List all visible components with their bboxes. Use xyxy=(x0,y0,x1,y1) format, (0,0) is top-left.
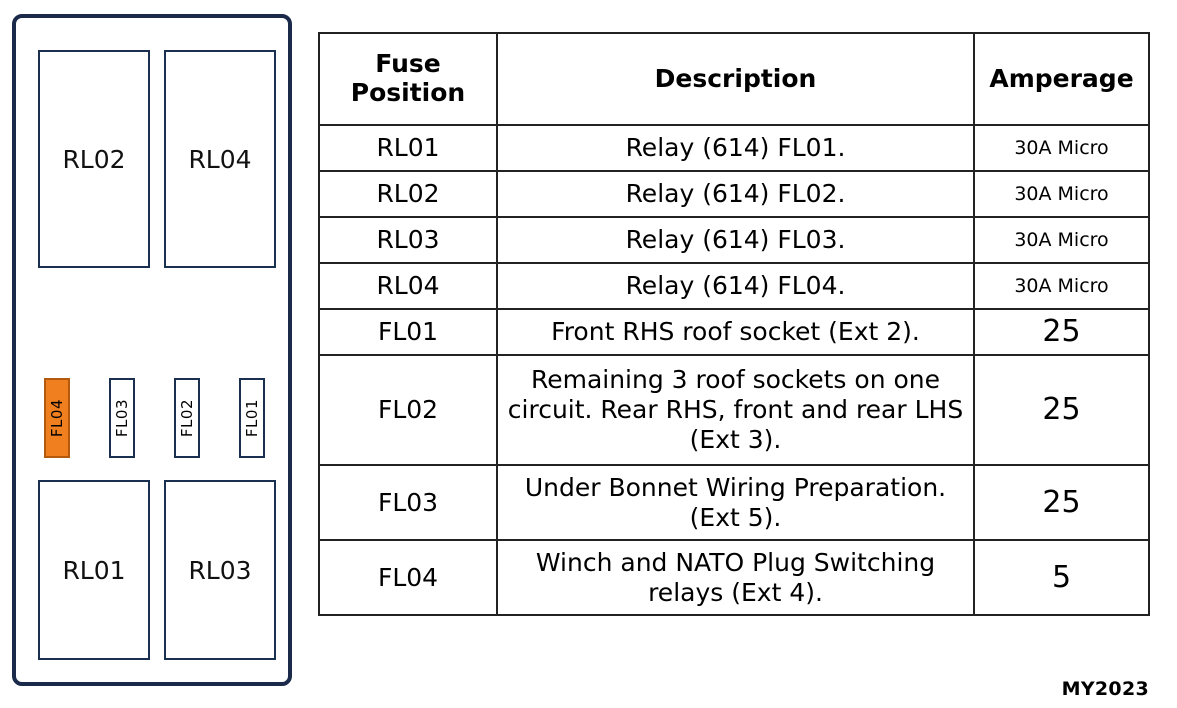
cell-amperage: 30A Micro xyxy=(974,171,1149,217)
cell-description: Relay (614) FL03. xyxy=(497,217,974,263)
cell-amperage: 5 xyxy=(974,540,1149,615)
table-row xyxy=(319,355,1149,465)
fuse-label-fl03: FL03 xyxy=(112,398,131,438)
fuse-legend-table xyxy=(318,32,1150,616)
column-header-amperage: Amperage xyxy=(974,33,1149,125)
column-header-fuse-position-line2: Position xyxy=(350,78,466,107)
column-header-description: Description xyxy=(497,33,974,125)
fuse-slot-fl04 xyxy=(44,378,70,458)
column-header-fuse-position xyxy=(319,33,497,125)
cell-description: Remaining 3 roof sockets on one circuit. Rear RHS, front and rear LHS (Ext 3). xyxy=(497,355,974,465)
fuse-label-fl02: FL02 xyxy=(177,398,196,438)
table-header-row xyxy=(319,33,1149,125)
fuse-box-diagram xyxy=(12,14,292,686)
model-year-code: MY2023 xyxy=(1061,678,1149,700)
table-row xyxy=(319,465,1149,540)
cell-description: Winch and NATO Plug Switching relays (Ext 4). xyxy=(497,540,974,615)
relay-slot-rl01 xyxy=(38,480,150,660)
relay-slot-rl02 xyxy=(38,50,150,268)
relay-slot-rl04 xyxy=(164,50,276,268)
cell-description: Relay (614) FL04. xyxy=(497,263,974,309)
cell-position: FL02 xyxy=(319,355,497,465)
fuse-label-fl01: FL01 xyxy=(242,398,261,438)
cell-amperage: 30A Micro xyxy=(974,125,1149,171)
table-row xyxy=(319,540,1149,615)
table-row xyxy=(319,171,1149,217)
column-header-fuse-position-line1: Fuse xyxy=(375,49,441,79)
fuse-slot-fl03 xyxy=(109,378,135,458)
cell-position: RL02 xyxy=(319,171,497,217)
cell-amperage: 25 xyxy=(974,355,1149,465)
relay-label-rl03: RL03 xyxy=(188,555,252,585)
fuse-label-fl04: FL04 xyxy=(47,398,66,438)
cell-description: Front RHS roof socket (Ext 2). xyxy=(497,309,974,355)
cell-amperage: 30A Micro xyxy=(974,263,1149,309)
table-row xyxy=(319,309,1149,355)
cell-position: RL04 xyxy=(319,263,497,309)
cell-position: FL04 xyxy=(319,540,497,615)
cell-amperage: 25 xyxy=(974,465,1149,540)
fuse-slot-fl01 xyxy=(239,378,265,458)
cell-position: FL01 xyxy=(319,309,497,355)
cell-amperage: 25 xyxy=(974,309,1149,355)
table-row xyxy=(319,263,1149,309)
cell-description: Under Bonnet Wiring Preparation. (Ext 5). xyxy=(497,465,974,540)
cell-position: RL01 xyxy=(319,125,497,171)
relay-label-rl04: RL04 xyxy=(188,144,252,174)
cell-position: RL03 xyxy=(319,217,497,263)
relay-label-rl02: RL02 xyxy=(62,144,126,174)
table-row xyxy=(319,217,1149,263)
relay-label-rl01: RL01 xyxy=(62,555,126,585)
cell-description: Relay (614) FL02. xyxy=(497,171,974,217)
cell-position: FL03 xyxy=(319,465,497,540)
relay-slot-rl03 xyxy=(164,480,276,660)
cell-amperage: 30A Micro xyxy=(974,217,1149,263)
table-row xyxy=(319,125,1149,171)
fuse-slot-fl02 xyxy=(174,378,200,458)
cell-description: Relay (614) FL01. xyxy=(497,125,974,171)
